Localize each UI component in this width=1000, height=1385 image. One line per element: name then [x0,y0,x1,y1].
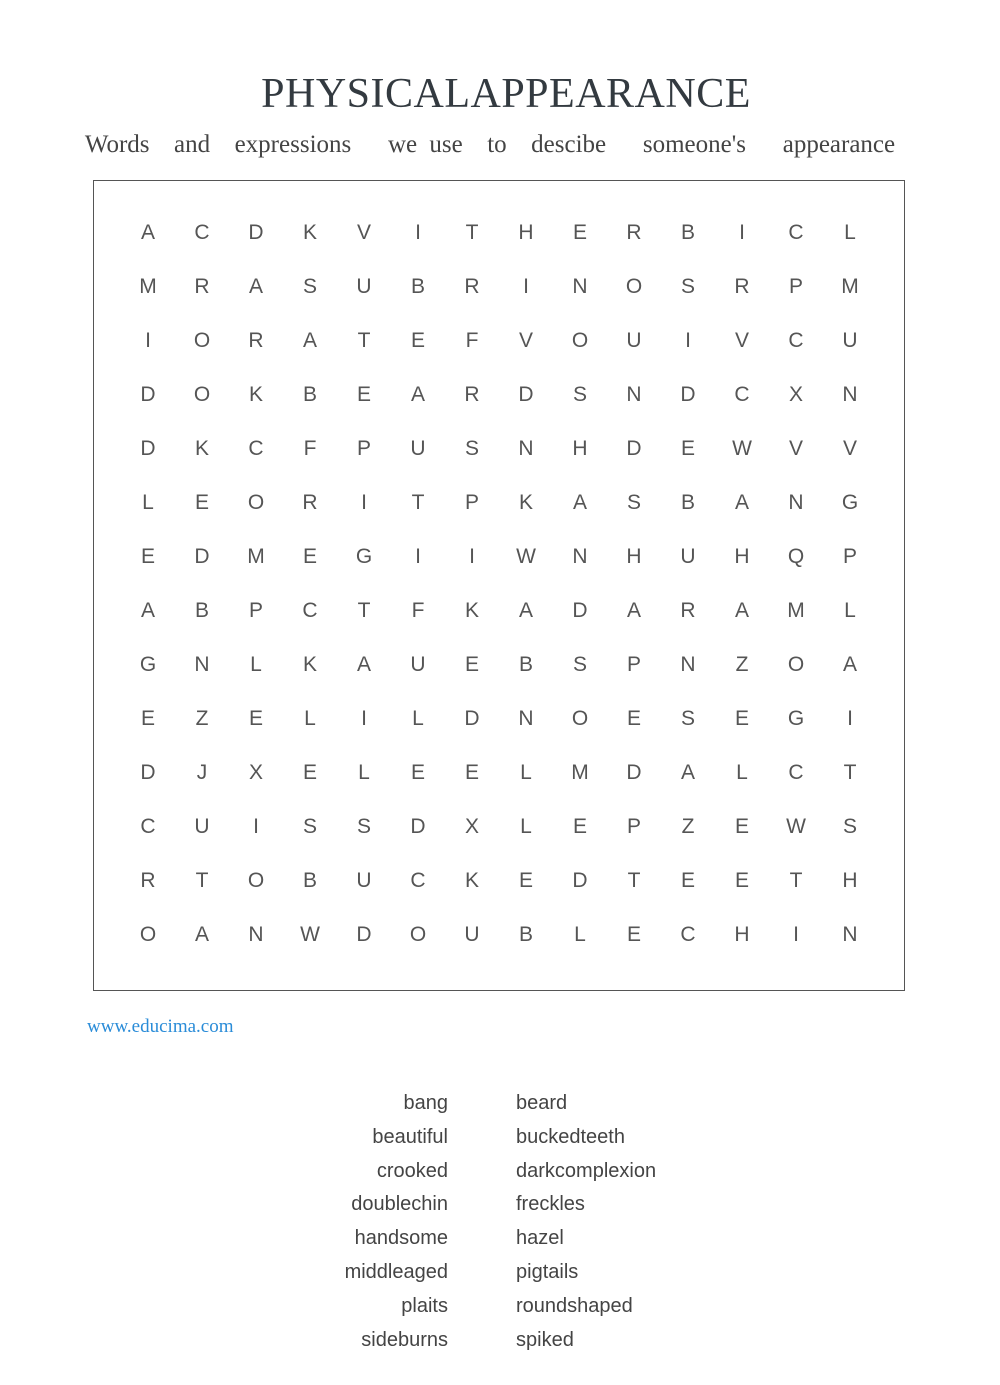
word-list-item: pigtails [516,1260,579,1283]
grid-letter[interactable]: D [140,437,156,460]
grid-letter[interactable]: I [469,545,475,568]
grid-letter[interactable]: J [196,761,208,784]
grid-letter[interactable]: G [841,491,859,514]
grid-letter[interactable]: D [140,761,156,784]
grid-letter[interactable]: E [572,815,587,838]
letter-grid [121,206,877,962]
grid-letter[interactable]: O [193,383,211,406]
grid-letter[interactable]: E [140,707,155,730]
grid-letter[interactable]: U [410,653,426,676]
grid-letter[interactable]: K [464,869,479,892]
grid-letter[interactable]: A [410,383,425,406]
grid-letter[interactable]: U [194,815,210,838]
grid-letter[interactable]: R [140,869,156,892]
grid-letter[interactable]: B [518,653,533,676]
grid-letter[interactable]: P [842,545,857,568]
grid-letter[interactable]: S [842,815,857,838]
grid-letter[interactable]: E [680,869,695,892]
grid-letter[interactable]: D [680,383,696,406]
grid-letter[interactable]: N [518,437,534,460]
page-title: PHYSICALAPPEARANCE [261,71,751,117]
grid-letter[interactable]: V [518,329,533,352]
grid-letter[interactable]: R [734,275,750,298]
grid-letter[interactable]: S [464,437,479,460]
grid-letter[interactable]: A [140,221,155,244]
grid-letter[interactable]: I [361,707,367,730]
grid-letter[interactable]: A [572,491,587,514]
grid-letter[interactable]: B [194,599,209,622]
grid-letter[interactable]: E [464,761,479,784]
grid-letter[interactable]: G [787,707,805,730]
grid-letter[interactable]: N [842,923,858,946]
grid-letter[interactable]: M [787,599,805,622]
grid-letter[interactable]: T [843,761,857,784]
grid-letter[interactable]: P [464,491,479,514]
grid-letter[interactable]: Z [735,653,749,676]
grid-letter[interactable]: R [464,383,480,406]
grid-letter[interactable]: H [626,545,642,568]
grid-letter[interactable]: D [140,383,156,406]
grid-letter[interactable]: E [626,923,641,946]
grid-letter[interactable]: C [788,761,804,784]
grid-letter[interactable]: U [356,869,372,892]
grid-letter[interactable]: O [193,329,211,352]
grid-letter[interactable]: I [415,545,421,568]
grid-letter[interactable]: L [844,599,856,622]
grid-letter[interactable]: B [518,923,533,946]
grid-letter[interactable]: O [247,491,265,514]
grid-letter[interactable]: L [520,761,532,784]
grid-letter[interactable]: C [734,383,750,406]
grid-letter[interactable]: P [626,653,641,676]
grid-letter[interactable]: R [194,275,210,298]
grid-letter[interactable]: U [464,923,480,946]
grid-letter[interactable]: V [356,221,371,244]
grid-letter[interactable]: S [680,707,695,730]
grid-letter[interactable]: W [732,437,752,460]
grid-letter[interactable]: O [409,923,427,946]
grid-letter[interactable]: I [253,815,259,838]
grid-letter[interactable]: A [194,923,209,946]
grid-letter[interactable]: X [464,815,479,838]
word-list-item: buckedteeth [516,1125,625,1148]
grid-letter[interactable]: I [361,491,367,514]
grid-letter[interactable]: O [625,275,643,298]
grid-letter[interactable]: L [736,761,748,784]
grid-letter[interactable]: H [572,437,588,460]
grid-letter[interactable]: E [626,707,641,730]
grid-letter[interactable]: X [248,761,263,784]
grid-letter[interactable]: D [626,437,642,460]
word-list-item: doublechin [351,1193,448,1216]
word-list-item: plaits [401,1294,448,1317]
grid-letter[interactable]: P [626,815,641,838]
grid-letter[interactable]: T [357,329,371,352]
grid-letter[interactable]: E [734,707,749,730]
grid-letter[interactable]: P [356,437,371,460]
grid-letter[interactable]: N [842,383,858,406]
grid-letter[interactable]: T [411,491,425,514]
grid-letter[interactable]: G [139,653,157,676]
grid-letter[interactable]: K [302,221,317,244]
grid-letter[interactable]: I [415,221,421,244]
grid-letter[interactable]: K [464,599,479,622]
grid-letter[interactable]: U [680,545,696,568]
grid-letter[interactable]: E [734,815,749,838]
word-list-item: crooked [376,1159,448,1182]
grid-letter[interactable]: C [410,869,426,892]
grid-letter[interactable]: L [574,923,586,946]
grid-letter[interactable]: S [572,383,587,406]
grid-letter[interactable]: T [465,221,479,244]
grid-letter[interactable]: A [302,329,317,352]
grid-letter[interactable]: A [140,599,155,622]
grid-letter[interactable]: I [847,707,853,730]
grid-letter[interactable]: L [412,707,424,730]
grid-letter[interactable]: U [410,437,426,460]
word-list-item: spiked [516,1328,574,1351]
word-list-item: sideburns [361,1328,448,1351]
grid-letter[interactable]: Z [195,707,209,730]
grid-letter[interactable]: C [248,437,264,460]
grid-letter[interactable]: V [788,437,803,460]
grid-letter[interactable]: E [248,707,263,730]
grid-letter[interactable]: E [464,653,479,676]
grid-letter[interactable]: L [142,491,154,514]
grid-letter[interactable]: Q [787,545,805,568]
grid-letter[interactable]: R [248,329,264,352]
grid-letter[interactable]: C [302,599,318,622]
grid-letter[interactable]: K [248,383,263,406]
grid-letter[interactable]: W [786,815,806,838]
grid-letter[interactable]: N [572,545,588,568]
grid-letter[interactable]: R [680,599,696,622]
grid-letter[interactable]: F [303,437,317,460]
grid-letter[interactable]: B [680,491,695,514]
grid-letter[interactable]: O [571,329,589,352]
page-subtitle: Words and expressions we use to descibe someone's appearance [84,131,896,158]
grid-letter[interactable]: P [788,275,803,298]
grid-letter[interactable]: A [734,599,749,622]
grid-letter[interactable]: N [248,923,264,946]
grid-letter[interactable]: N [572,275,588,298]
grid-letter[interactable]: W [516,545,536,568]
grid-letter[interactable]: K [194,437,209,460]
grid-letter[interactable]: K [518,491,533,514]
grid-letter[interactable]: T [357,599,371,622]
grid-letter[interactable]: G [355,545,373,568]
grid-letter[interactable]: R [302,491,318,514]
grid-letter[interactable]: F [465,329,479,352]
grid-letter[interactable]: O [139,923,157,946]
word-search-box [93,180,905,991]
grid-letter[interactable]: F [411,599,425,622]
grid-letter[interactable]: S [680,275,695,298]
grid-letter[interactable]: B [302,869,317,892]
grid-letter[interactable]: N [788,491,804,514]
word-list-item: middleaged [344,1260,448,1283]
grid-letter[interactable]: E [734,869,749,892]
grid-letter[interactable]: C [194,221,210,244]
grid-letter[interactable]: B [410,275,425,298]
grid-letter[interactable]: O [787,653,805,676]
grid-letter[interactable]: M [247,545,265,568]
grid-letter[interactable]: V [842,437,857,460]
word-list-item: bang [403,1092,448,1114]
grid-letter[interactable]: B [680,221,695,244]
grid-letter[interactable]: H [842,869,858,892]
grid-letter[interactable]: C [140,815,156,838]
grid-letter[interactable]: U [356,275,372,298]
grid-letter[interactable]: M [841,275,859,298]
grid-letter[interactable]: H [518,221,534,244]
word-list-left [345,1088,448,1358]
grid-letter[interactable]: I [739,221,745,244]
grid-letter[interactable]: D [194,545,210,568]
grid-letter[interactable]: D [518,383,534,406]
grid-letter[interactable]: I [793,923,799,946]
grid-letter[interactable]: D [356,923,372,946]
grid-letter[interactable]: S [356,815,371,838]
word-list-item: handsome [354,1227,448,1250]
grid-letter[interactable]: X [788,383,803,406]
grid-letter[interactable]: W [300,923,320,946]
grid-letter[interactable]: O [247,869,265,892]
grid-letter[interactable]: E [518,869,533,892]
grid-letter[interactable]: C [788,221,804,244]
grid-letter[interactable]: A [842,653,857,676]
grid-letter[interactable]: E [356,383,371,406]
grid-letter[interactable]: E [302,545,317,568]
grid-letter[interactable]: R [626,221,642,244]
grid-letter[interactable]: N [626,383,642,406]
grid-letter[interactable]: B [302,383,317,406]
word-list-item: darkcomplexion [516,1159,657,1182]
grid-letter[interactable]: V [734,329,749,352]
grid-letter[interactable]: D [572,869,588,892]
grid-letter[interactable]: S [572,653,587,676]
grid-letter[interactable]: N [680,653,696,676]
grid-letter[interactable]: L [250,653,262,676]
grid-letter[interactable]: A [680,761,695,784]
grid-letter[interactable]: C [680,923,696,946]
grid-letter[interactable]: E [410,761,425,784]
grid-letter[interactable]: M [571,761,589,784]
grid-letter[interactable]: U [626,329,642,352]
word-list-item: beard [516,1092,568,1114]
grid-letter[interactable]: H [734,923,750,946]
grid-letter[interactable]: Z [681,815,695,838]
grid-letter[interactable]: D [464,707,480,730]
grid-letter[interactable]: U [842,329,858,352]
grid-letter[interactable]: A [248,275,263,298]
grid-letter[interactable]: I [145,329,151,352]
grid-letter[interactable]: E [410,329,425,352]
word-list-right [516,1088,656,1358]
grid-letter[interactable]: T [627,869,641,892]
grid-letter[interactable]: O [571,707,589,730]
word-list-item: hazel [516,1227,564,1250]
grid-letter[interactable]: A [626,599,641,622]
grid-letter[interactable]: D [410,815,426,838]
grid-letter[interactable]: N [518,707,534,730]
grid-letter[interactable]: K [302,653,317,676]
grid-letter[interactable]: S [626,491,641,514]
word-list-item: freckles [516,1193,585,1216]
grid-letter[interactable]: T [789,869,803,892]
grid-letter[interactable]: L [304,707,316,730]
grid-letter[interactable]: D [626,761,642,784]
grid-letter[interactable]: L [358,761,370,784]
grid-letter[interactable]: I [685,329,691,352]
grid-letter[interactable]: R [464,275,480,298]
grid-letter[interactable]: E [572,221,587,244]
grid-letter[interactable]: E [680,437,695,460]
grid-letter[interactable]: L [844,221,856,244]
grid-letter[interactable]: T [195,869,209,892]
grid-letter[interactable]: N [194,653,210,676]
grid-letter[interactable]: M [139,275,157,298]
word-list-item: roundshaped [516,1294,633,1317]
grid-letter[interactable]: E [302,761,317,784]
grid-letter[interactable]: H [734,545,750,568]
grid-letter[interactable]: A [356,653,371,676]
grid-letter[interactable]: D [248,221,264,244]
grid-letter[interactable]: C [788,329,804,352]
grid-letter[interactable]: P [248,599,263,622]
grid-letter[interactable]: L [520,815,532,838]
word-list-item: beautiful [372,1125,448,1148]
grid-letter[interactable]: S [302,275,317,298]
grid-letter[interactable]: S [302,815,317,838]
grid-letter[interactable]: A [518,599,533,622]
grid-letter[interactable]: E [194,491,209,514]
grid-letter[interactable]: D [572,599,588,622]
grid-letter[interactable]: I [523,275,529,298]
grid-letter[interactable]: E [140,545,155,568]
source-link[interactable]: www.educima.com [87,1016,234,1037]
grid-letter[interactable]: A [734,491,749,514]
